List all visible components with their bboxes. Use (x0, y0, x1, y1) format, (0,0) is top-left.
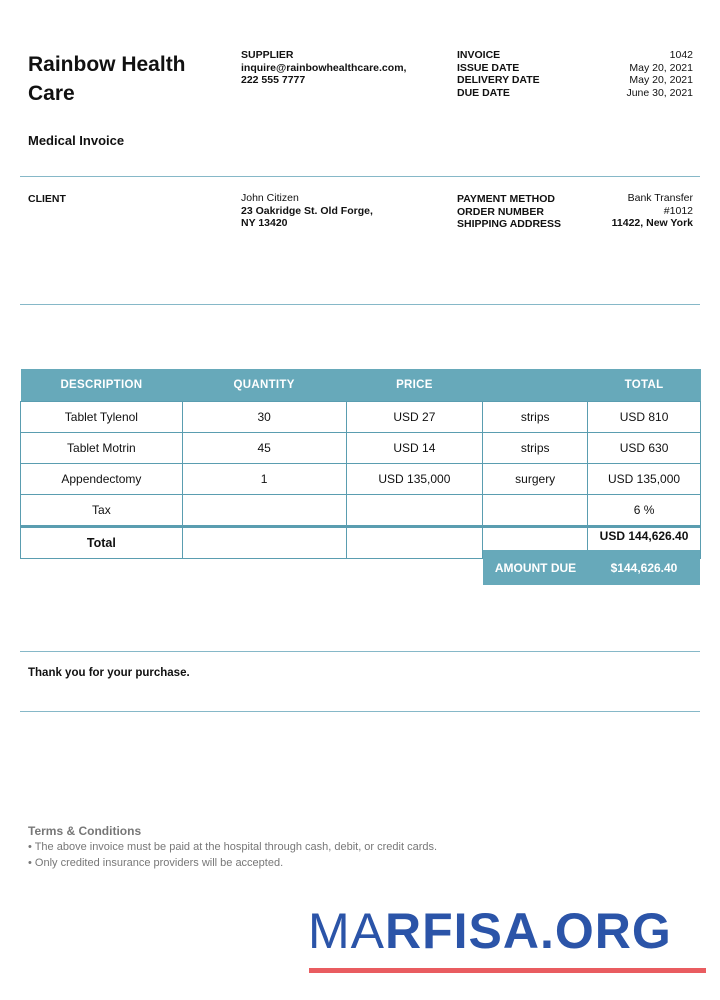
supplier-email: inquire@rainbowhealthcare.com, (241, 61, 407, 74)
table-header-row (21, 369, 701, 402)
shipping-address: 11422, New York (611, 217, 693, 229)
cell-quantity (182, 527, 346, 559)
cell-quantity (182, 495, 346, 527)
line-items-table (20, 369, 701, 559)
document-title: Medical Invoice (28, 133, 125, 148)
cell-total: USD 135,000 (588, 464, 701, 495)
client-name: John Citizen (241, 192, 299, 204)
divider (20, 176, 700, 177)
cell-unit: strips (483, 402, 588, 433)
cell-description: Total (21, 527, 183, 559)
cell-description: Tablet Tylenol (21, 402, 183, 433)
terms-item: • The above invoice must be paid at the hospital through cash, debit, or credit cards. (28, 841, 438, 853)
divider (20, 711, 700, 712)
cell-price: USD 27 (346, 402, 483, 433)
meta-label: DUE DATE (457, 86, 510, 99)
header-description: DESCRIPTION (21, 369, 183, 402)
cell-quantity: 45 (182, 433, 346, 464)
cell-total: 6 % (588, 495, 701, 527)
header-total: TOTAL (588, 369, 701, 402)
header-price: PRICE (346, 369, 483, 402)
cell-quantity: 30 (182, 402, 346, 433)
invoice-number: 1042 (669, 49, 693, 61)
cell-price: USD 14 (346, 433, 483, 464)
payment-meta-values (612, 192, 693, 230)
cell-unit: surgery (483, 464, 588, 495)
meta-label: INVOICE (457, 49, 501, 61)
meta-label: ISSUE DATE (457, 61, 520, 74)
client-label: CLIENT (28, 193, 66, 205)
table-row (21, 495, 701, 527)
header-unit (483, 369, 588, 402)
table-row (21, 402, 701, 433)
supplier-block (241, 49, 406, 87)
supplier-phone: 222 555 7777 (241, 74, 306, 86)
header-quantity: QUANTITY (182, 369, 346, 402)
amount-due-value: $144,626.40 (610, 560, 678, 575)
table-row (21, 464, 701, 495)
terms-block (28, 823, 437, 871)
watermark-logo: MARFISA.ORG (308, 903, 672, 959)
invoice-meta-labels (457, 49, 540, 99)
terms-title: Terms & Conditions (28, 824, 142, 838)
payment-meta-labels (457, 193, 561, 231)
cell-price (346, 527, 483, 559)
due-date: June 30, 2021 (626, 86, 693, 99)
cell-total: USD 630 (588, 433, 701, 464)
amount-due-label: AMOUNT DUE (494, 560, 577, 575)
supplier-label: SUPPLIER (241, 49, 294, 61)
cell-unit (483, 495, 588, 527)
thank-you-note: Thank you for your purchase. (28, 667, 190, 679)
cell-total: USD 144,626.40 (588, 527, 701, 559)
cell-description: Tax (21, 495, 183, 527)
cell-description: Appendectomy (21, 464, 183, 495)
meta-label: PAYMENT METHOD (457, 193, 556, 205)
cell-description: Tablet Motrin (21, 433, 183, 464)
cell-price (346, 495, 483, 527)
client-address-line1: 23 Oakridge St. Old Forge, (241, 204, 373, 217)
divider (20, 651, 700, 652)
divider (20, 304, 700, 305)
order-number: #1012 (663, 204, 693, 217)
delivery-date: May 20, 2021 (629, 74, 693, 86)
client-address-line2: NY 13420 (241, 217, 288, 229)
client-block (241, 192, 373, 230)
cell-total: USD 810 (588, 402, 701, 433)
meta-label: ORDER NUMBER (457, 205, 544, 218)
terms-item: • Only credited insurance providers will be accepted. (28, 857, 284, 869)
cell-price: USD 135,000 (346, 464, 483, 495)
issue-date: May 20, 2021 (629, 61, 693, 74)
cell-unit: strips (483, 433, 588, 464)
watermark-underline (309, 968, 706, 973)
meta-label: SHIPPING ADDRESS (457, 218, 562, 230)
amount-due-box (483, 550, 700, 585)
cell-quantity: 1 (182, 464, 346, 495)
company-name: Rainbow Health Care (28, 53, 186, 105)
table-row (21, 433, 701, 464)
invoice-meta-values (626, 49, 693, 99)
payment-method: Bank Transfer (627, 192, 693, 204)
meta-label: DELIVERY DATE (457, 74, 540, 86)
